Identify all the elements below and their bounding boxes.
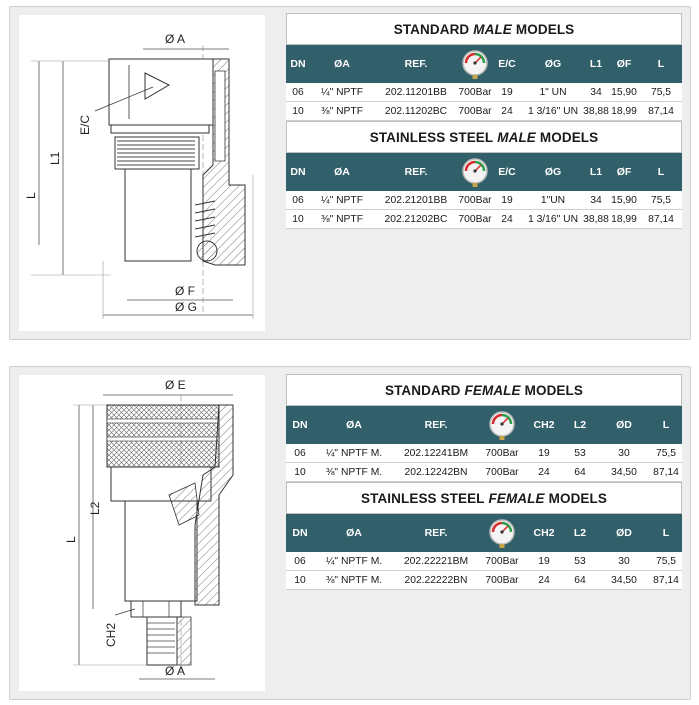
- table-cell: 06: [294, 447, 306, 459]
- table-title-stainless-female: [286, 482, 682, 514]
- table-cell: 24: [538, 574, 550, 586]
- table-cell: 10: [294, 466, 306, 478]
- table-cell: ⅜" NPTF M.: [325, 574, 383, 586]
- title-suffix: MODELS: [524, 382, 583, 398]
- table-cell: 19: [538, 447, 550, 459]
- col-g: ØG: [544, 166, 562, 178]
- col-l2: L2: [573, 527, 587, 539]
- female-coupling-drawing: [19, 375, 265, 691]
- table-cell: 202.22221BM: [403, 555, 469, 567]
- title-prefix: STANDARD: [393, 21, 470, 37]
- col-ch2: CH2: [533, 419, 555, 431]
- col-a: ØA: [346, 419, 362, 431]
- table-cell: 700Bar: [458, 194, 492, 206]
- table-row: [286, 210, 682, 229]
- dim-a-label: Ø A: [165, 664, 186, 678]
- table-cell: 202.21201BB: [384, 194, 448, 206]
- table-cell: 87,14: [648, 213, 674, 225]
- table-title-standard-male: [286, 13, 682, 45]
- col-a: ØA: [334, 166, 350, 178]
- col-ec: E/C: [498, 58, 516, 70]
- col-l1: L1: [589, 166, 603, 178]
- dim-g-label: Ø G: [175, 300, 198, 314]
- table-cell: 34: [590, 194, 602, 206]
- table-row: [286, 191, 682, 210]
- dim-l1-label: L1: [48, 151, 62, 165]
- table-cell: ⅜" NPTF: [321, 213, 363, 225]
- col-l: L: [662, 527, 670, 539]
- table-cell: 53: [574, 447, 586, 459]
- table-cell: 15,90: [611, 86, 637, 98]
- table-header-row: [286, 514, 682, 552]
- table-cell: 700Bar: [485, 555, 519, 567]
- table-cell: 06: [292, 86, 304, 98]
- table-cell: 700Bar: [485, 447, 519, 459]
- dim-l2-label: L2: [88, 501, 102, 515]
- table-cell: ¼" NPTF M.: [325, 555, 383, 567]
- table-row: [286, 444, 682, 463]
- col-l: L: [657, 58, 665, 70]
- col-dn: DN: [292, 527, 308, 539]
- table-cell: 38,88: [583, 213, 609, 225]
- col-l2: L2: [573, 419, 587, 431]
- title-prefix: STAINLESS STEEL: [369, 129, 494, 145]
- table-header-row: [286, 153, 682, 191]
- table-cell: 1 3/16" UN: [527, 213, 579, 225]
- pressure-gauge-icon: [478, 514, 526, 552]
- table-cell: 75,5: [655, 447, 677, 459]
- table-cell: 202.21202BC: [384, 213, 448, 225]
- col-ref: REF.: [404, 166, 428, 178]
- table-row: [286, 83, 682, 102]
- dim-l-label: L: [64, 536, 78, 543]
- col-dn: DN: [290, 58, 306, 70]
- table-cell: 18,99: [611, 105, 637, 117]
- table-cell: 1"UN: [540, 194, 566, 206]
- table-row: [286, 463, 682, 482]
- col-g: ØG: [544, 58, 562, 70]
- table-cell: 202.12241BM: [403, 447, 469, 459]
- table-cell: ¼" NPTF M.: [325, 447, 383, 459]
- table-cell: ¼" NPTF: [321, 194, 363, 206]
- title-suffix: MODELS: [539, 129, 599, 145]
- dim-ch2-label: CH2: [104, 622, 118, 647]
- title-suffix: MODELS: [548, 490, 607, 506]
- table-cell: 700Bar: [458, 213, 492, 225]
- table-cell: 75,5: [655, 555, 677, 567]
- col-f: ØF: [616, 58, 632, 70]
- table-cell: 87,14: [653, 466, 679, 478]
- table-body: [286, 83, 682, 121]
- table-cell: 1" UN: [539, 86, 567, 98]
- table-cell: 06: [292, 194, 304, 206]
- table-header-row: [286, 406, 682, 444]
- col-ref: REF.: [424, 527, 448, 539]
- table-cell: 10: [292, 105, 304, 117]
- table-cell: 64: [574, 466, 586, 478]
- male-tables: [286, 13, 682, 229]
- col-ref: REF.: [424, 419, 448, 431]
- table-cell: 19: [501, 194, 513, 206]
- title-emphasis: FEMALE: [464, 382, 521, 398]
- col-ch2: CH2: [533, 527, 555, 539]
- table-cell: 24: [501, 213, 513, 225]
- table-cell: 34,50: [611, 574, 637, 586]
- table-cell: 700Bar: [485, 574, 519, 586]
- col-l: L: [657, 166, 665, 178]
- table-cell: 06: [294, 555, 306, 567]
- table-cell: 10: [294, 574, 306, 586]
- table-cell: 75,5: [650, 194, 672, 206]
- title-emphasis: FEMALE: [488, 490, 545, 506]
- male-coupling-panel: [9, 6, 691, 340]
- table-cell: 87,14: [653, 574, 679, 586]
- table-row: [286, 102, 682, 121]
- female-tables: [286, 374, 682, 590]
- col-f: ØF: [616, 166, 632, 178]
- table-cell: 34: [590, 86, 602, 98]
- table-cell: 18,99: [611, 213, 637, 225]
- table-cell: 202.11201BB: [385, 86, 447, 98]
- pressure-gauge-icon: [478, 406, 526, 444]
- table-body: [286, 552, 682, 590]
- female-cross-section-svg: [19, 375, 265, 691]
- dim-f-label: Ø F: [175, 284, 195, 298]
- table-cell: 202.11202BC: [384, 105, 448, 117]
- table-body: [286, 191, 682, 229]
- title-suffix: MODELS: [515, 21, 575, 37]
- table-cell: 34,50: [611, 466, 637, 478]
- col-dn: DN: [290, 166, 306, 178]
- title-prefix: STANDARD: [384, 382, 461, 398]
- col-ref: REF.: [404, 58, 428, 70]
- col-l: L: [662, 419, 670, 431]
- male-coupling-drawing: [19, 15, 265, 331]
- col-d: ØD: [616, 419, 632, 431]
- table-row: [286, 571, 682, 590]
- table-cell: 19: [501, 86, 513, 98]
- table-cell: 24: [538, 466, 550, 478]
- table-cell: 15,90: [611, 194, 637, 206]
- table-cell: ¼" NPTF: [321, 86, 363, 98]
- table-title-stainless-male: [286, 121, 682, 153]
- table-cell: 38,88: [583, 105, 609, 117]
- col-d: ØD: [616, 527, 632, 539]
- title-emphasis: MALE: [473, 21, 512, 37]
- table-cell: 19: [538, 555, 550, 567]
- male-cross-section-svg: [19, 15, 265, 331]
- table-cell: 10: [292, 213, 304, 225]
- table-cell: 700Bar: [458, 105, 492, 117]
- table-body: [286, 444, 682, 482]
- female-coupling-panel: [9, 366, 691, 700]
- table-title-standard-female: [286, 374, 682, 406]
- dim-a-label: Ø A: [165, 32, 186, 46]
- table-cell: 202.12242BN: [404, 466, 468, 478]
- table-cell: 87,14: [648, 105, 674, 117]
- dim-e-label: Ø E: [165, 378, 186, 392]
- table-header-row: [286, 45, 682, 83]
- table-cell: 30: [618, 447, 630, 459]
- table-cell: ⅜" NPTF: [321, 105, 363, 117]
- table-cell: 1 3/16" UN: [527, 105, 579, 117]
- table-cell: 53: [574, 555, 586, 567]
- dim-ec-label: E/C: [78, 114, 92, 135]
- title-prefix: STAINLESS STEEL: [361, 490, 485, 506]
- col-ec: E/C: [498, 166, 516, 178]
- table-cell: ⅜" NPTF M.: [325, 466, 383, 478]
- table-cell: 700Bar: [485, 466, 519, 478]
- table-cell: 75,5: [650, 86, 672, 98]
- col-dn: DN: [292, 419, 308, 431]
- table-cell: 64: [574, 574, 586, 586]
- col-a: ØA: [334, 58, 350, 70]
- pressure-gauge-icon: [458, 153, 492, 191]
- table-cell: 30: [618, 555, 630, 567]
- table-cell: 700Bar: [458, 86, 492, 98]
- col-a: ØA: [346, 527, 362, 539]
- title-emphasis: MALE: [497, 129, 536, 145]
- pressure-gauge-icon: [458, 45, 492, 83]
- table-cell: 24: [501, 105, 513, 117]
- table-cell: 202.22222BN: [404, 574, 468, 586]
- dim-l-label: L: [24, 192, 38, 199]
- col-l1: L1: [589, 58, 603, 70]
- table-row: [286, 552, 682, 571]
